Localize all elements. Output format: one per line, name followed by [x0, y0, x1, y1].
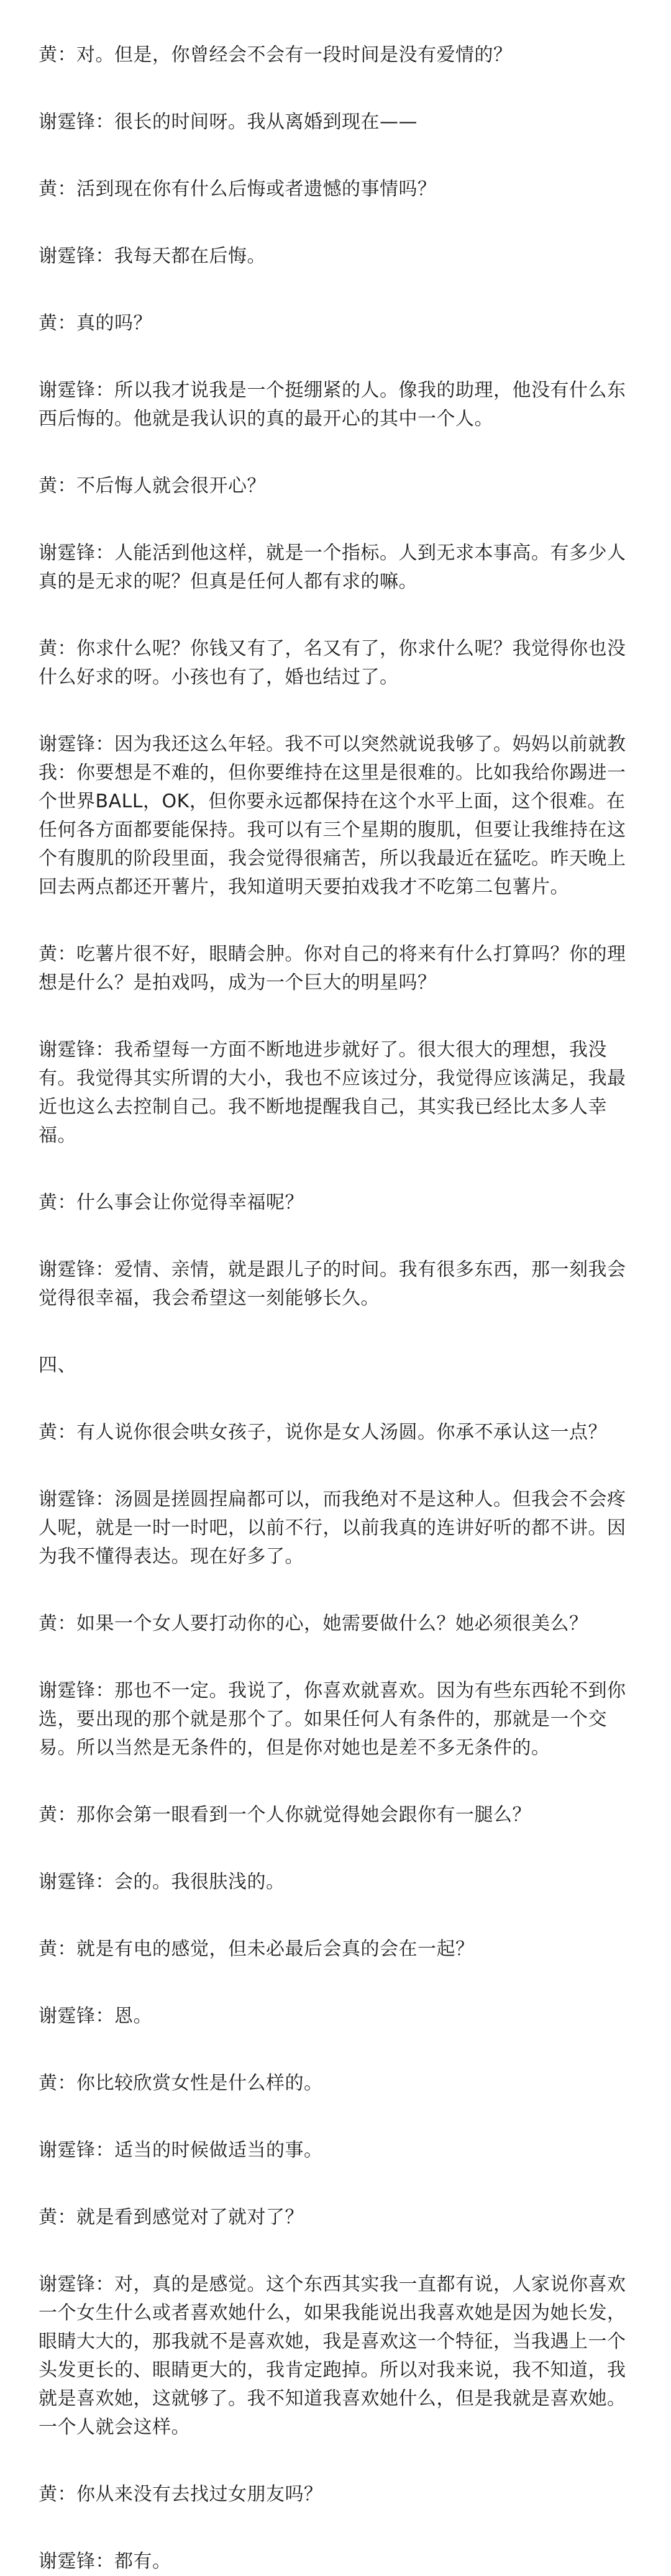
paragraph-text: 你从来没有去找过女朋友吗？	[76, 2483, 323, 2505]
speaker-name: 谢霆锋	[39, 2139, 96, 2161]
speaker-colon: ：	[95, 1039, 114, 1061]
speaker-name: 黄	[39, 178, 58, 200]
speaker-colon: ：	[95, 1680, 114, 1702]
speaker-name: 谢霆锋	[39, 733, 96, 755]
paragraph-text: 我每天都在后悔。	[114, 245, 266, 267]
transcript-paragraph	[39, 309, 632, 338]
speaker-name: 黄	[39, 638, 58, 660]
speaker-colon: ：	[57, 1192, 76, 1213]
speaker-colon: ：	[95, 1489, 114, 1510]
speaker-name: 黄	[39, 1422, 58, 1443]
speaker-name: 谢霆锋	[39, 379, 96, 401]
transcript-paragraph	[39, 730, 632, 902]
speaker-name: 谢霆锋	[39, 2274, 96, 2295]
transcript-paragraph	[39, 175, 632, 204]
speaker-colon: ：	[57, 2072, 76, 2094]
transcript-paragraph	[39, 242, 632, 271]
paragraph-text: 吃薯片很不好，眼睛会肿。你对自己的将来有什么打算吗？你的理想是什么？是拍戏吗，成为一个巨大的明星吗？	[39, 943, 626, 994]
speaker-name: 谢霆锋	[39, 245, 96, 267]
transcript-paragraph	[39, 1801, 632, 1830]
transcript-paragraph	[39, 376, 632, 433]
transcript-paragraph	[39, 1189, 632, 1217]
transcript-paragraph	[39, 1351, 632, 1380]
transcript-paragraph	[39, 1868, 632, 1897]
speaker-name: 黄	[39, 943, 58, 965]
speaker-colon: ：	[95, 379, 114, 401]
speaker-colon: ：	[95, 245, 114, 267]
paragraph-text: 真的吗？	[76, 312, 152, 334]
paragraph-text: 那也不一定。我说了，你喜欢就喜欢。因为有些东西轮不到你选，要出现的那个就是那个了。如果任何人有条件的，那就是一个交易。所以当然是无条件的，但是你对她也是差不多无条件的。	[39, 1680, 626, 1759]
transcript-paragraph	[39, 1935, 632, 1964]
transcript-paragraph	[39, 1418, 632, 1447]
speaker-name: 黄	[39, 2206, 58, 2228]
paragraph-text: 汤圆是搓圆捏扁都可以，而我绝对不是这种人。但我会不会疼人呢，就是一时一时吧，以前不行，以前我真的连讲好听的都不讲。因为我不懂得表达。现在好多了。	[39, 1489, 626, 1567]
speaker-name: 谢霆锋	[39, 1489, 96, 1510]
transcript-paragraph	[39, 2203, 632, 2232]
paragraph-text: 不后悔人就会很开心？	[76, 475, 266, 497]
speaker-colon: ：	[95, 1871, 114, 1893]
speaker-colon: ：	[95, 733, 114, 755]
transcript-paragraph	[39, 940, 632, 997]
speaker-colon: ：	[57, 1938, 76, 1960]
paragraph-text: 活到现在你有什么后悔或者遗憾的事情吗？	[76, 178, 437, 200]
paragraph-text: 那你会第一眼看到一个人你就觉得她会跟你有一腿么？	[76, 1804, 531, 1826]
transcript-paragraph	[39, 1036, 632, 1150]
paragraph-text: 人能活到他这样，就是一个指标。人到无求本事高。有多少人真的是无求的呢？但真是任何人都有求的嘛。	[39, 542, 626, 592]
speaker-name: 黄	[39, 312, 58, 334]
transcript-paragraph	[39, 108, 632, 137]
speaker-name: 谢霆锋	[39, 111, 96, 133]
paragraph-text: 四、	[39, 1354, 76, 1376]
transcript-paragraph	[39, 635, 632, 692]
speaker-name: 谢霆锋	[39, 1039, 96, 1061]
speaker-colon: ：	[57, 1804, 76, 1826]
transcript-paragraph	[39, 2547, 632, 2576]
paragraph-text: 就是看到感觉对了就对了？	[76, 2206, 304, 2228]
paragraph-text: 很长的时间呀。我从离婚到现在——	[114, 111, 418, 133]
speaker-colon: ：	[95, 111, 114, 133]
paragraph-text: 适当的时候做适当的事。	[114, 2139, 323, 2161]
paragraph-text: 就是有电的感觉，但未必最后会真的会在一起？	[76, 1938, 475, 1960]
transcript-paragraph	[39, 1485, 632, 1571]
speaker-name: 黄	[39, 2072, 58, 2094]
speaker-colon: ：	[95, 1259, 114, 1281]
transcript-paragraph	[39, 1677, 632, 1762]
speaker-colon: ：	[57, 44, 76, 66]
paragraph-text: 对。但是，你曾经会不会有一段时间是没有爱情的？	[76, 44, 513, 66]
paragraph-text: 都有。	[114, 2551, 171, 2572]
speaker-name: 黄	[39, 1938, 58, 1960]
speaker-colon: ：	[57, 178, 76, 200]
transcript-paragraph	[39, 2002, 632, 2031]
paragraph-text: 你求什么呢？你钱又有了，名又有了，你求什么呢？我觉得你也没什么好求的呀。小孩也有了，婚也结过了。	[39, 638, 626, 688]
speaker-name: 谢霆锋	[39, 2005, 96, 2027]
paragraph-text: 什么事会让你觉得幸福呢？	[76, 1192, 304, 1213]
paragraph-text: 爱情、亲情，就是跟儿子的时间。我有很多东西，那一刻我会觉得很幸福，我会希望这一刻能够长久。	[39, 1259, 626, 1309]
transcript-paragraph	[39, 1256, 632, 1313]
speaker-name: 黄	[39, 1613, 58, 1635]
transcript-paragraph	[39, 41, 632, 70]
speaker-name: 黄	[39, 44, 58, 66]
speaker-colon: ：	[95, 2005, 114, 2027]
transcript-paragraph	[39, 2270, 632, 2442]
transcript-paragraph	[39, 472, 632, 501]
speaker-name: 黄	[39, 1804, 58, 1826]
speaker-colon: ：	[95, 2139, 114, 2161]
paragraph-text: 会的。我很肤浅的。	[114, 1871, 285, 1893]
speaker-name: 谢霆锋	[39, 1871, 96, 1893]
speaker-colon: ：	[95, 2274, 114, 2295]
speaker-name: 黄	[39, 475, 58, 497]
speaker-name: 谢霆锋	[39, 2551, 96, 2572]
paragraph-text: 有人说你很会哄女孩子，说你是女人汤圆。你承不承认这一点？	[76, 1422, 607, 1443]
speaker-name: 黄	[39, 1192, 58, 1213]
speaker-name: 谢霆锋	[39, 1680, 96, 1702]
transcript-paragraph	[39, 2069, 632, 2098]
paragraph-text: 对，真的是感觉。这个东西其实我一直都有说，人家说你喜欢一个女生什么或者喜欢她什么，如果我能说出我喜欢她是因为她长发，眼睛大大的，那我就不是喜欢她，我是喜欢这一个特征，当我遇上一个头发更长的、眼睛更大的，我肯定跑掉。所以对我来说，我不知道，我就是喜欢她，这就够了。我不知道我喜欢她什么，但是我就是喜欢她。一个人就会这样。	[39, 2274, 626, 2438]
transcript-paragraph	[39, 2480, 632, 2509]
speaker-name: 黄	[39, 2483, 58, 2505]
speaker-colon: ：	[95, 2551, 114, 2572]
transcript-paragraph	[39, 2136, 632, 2165]
speaker-colon: ：	[57, 312, 76, 334]
speaker-colon: ：	[57, 1613, 76, 1635]
speaker-colon: ：	[57, 638, 76, 660]
speaker-colon: ：	[95, 542, 114, 564]
speaker-colon: ：	[57, 475, 76, 497]
speaker-colon: ：	[57, 2206, 76, 2228]
transcript-paragraph	[39, 1610, 632, 1638]
paragraph-text: 如果一个女人要打动你的心，她需要做什么？她必须很美么？	[76, 1613, 588, 1635]
paragraph-text: 我希望每一方面不断地进步就好了。很大很大的理想，我没有。我觉得其实所谓的大小，我也不应该过分，我觉得应该满足，我最近也这么去控制自己。我不断地提醒我自己，其实我已经比太多人幸福。	[39, 1039, 626, 1146]
speaker-colon: ：	[57, 943, 76, 965]
paragraph-text: 所以我才说我是一个挺绷紧的人。像我的助理，他没有什么东西后悔的。他就是我认识的真的最开心的其中一个人。	[39, 379, 626, 430]
paragraph-text: 因为我还这么年轻。我不可以突然就说我够了。妈妈以前就教我：你要想是不难的，但你要维持在这里是很难的。比如我给你踢进一个世界BALL，OK，但你要永远都保持在这个水平上面，这个很难。在任何各方面都要能保持。我可以有三个星期的腹肌，但要让我维持在这个有腹肌的阶段里面，我会觉得很痛苦，所以我最近在猛吃。昨天晚上回去两点都还开薯片，我知道明天要拍戏我才不吃第二包薯片。	[39, 733, 626, 898]
transcript-paragraph	[39, 539, 632, 596]
speaker-colon: ：	[57, 1422, 76, 1443]
speaker-name: 谢霆锋	[39, 542, 96, 564]
speaker-colon: ：	[57, 2483, 76, 2505]
paragraph-text: 你比较欣赏女性是什么样的。	[76, 2072, 323, 2094]
paragraph-text: 恩。	[114, 2005, 152, 2027]
speaker-name: 谢霆锋	[39, 1259, 96, 1281]
